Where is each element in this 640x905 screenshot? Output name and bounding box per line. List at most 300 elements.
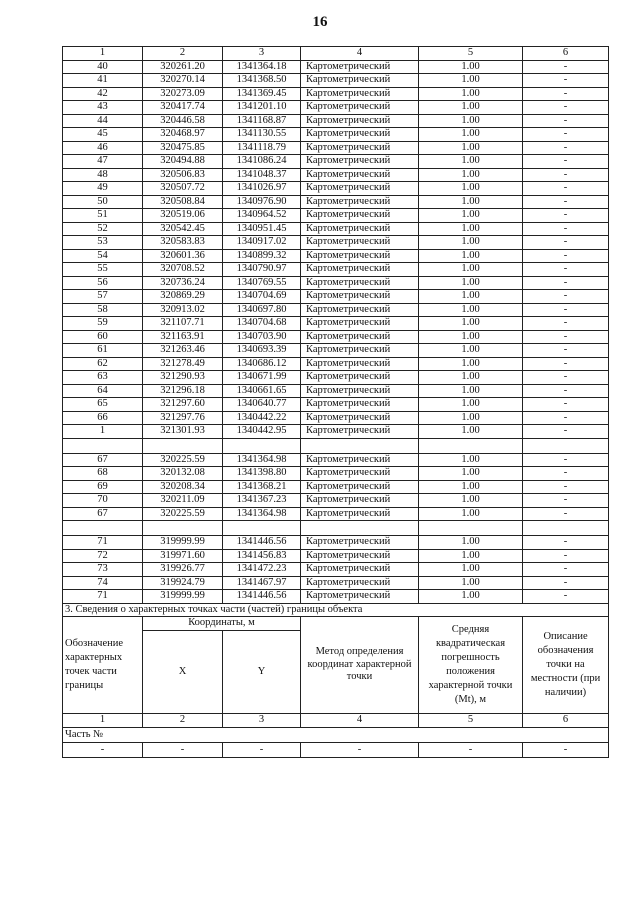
method-cell: Картометрический [301, 114, 419, 128]
accuracy-cell: 1.00 [419, 276, 523, 290]
coordinates-table [62, 46, 609, 604]
description-cell: - [523, 536, 609, 550]
point-number-cell: 73 [63, 563, 143, 577]
description-cell: - [523, 141, 609, 155]
method-cell: Картометрический [301, 195, 419, 209]
x-coordinate-cell: 320601.36 [143, 249, 223, 263]
table-row [63, 384, 609, 398]
y-coordinate-cell: 1341467.97 [223, 576, 301, 590]
description-cell: - [523, 249, 609, 263]
x-coordinate-cell: 319999.99 [143, 590, 223, 604]
table-row [63, 357, 609, 371]
column-number: 5 [419, 47, 523, 61]
accuracy-cell: 1.00 [419, 101, 523, 115]
description-cell: - [523, 236, 609, 250]
table-row [63, 101, 609, 115]
method-cell: Картометрический [301, 209, 419, 223]
empty-cell [301, 521, 419, 536]
accuracy-cell: 1.00 [419, 87, 523, 101]
x-coordinate-cell: 320261.20 [143, 60, 223, 74]
method-cell: Картометрический [301, 330, 419, 344]
description-cell: - [523, 182, 609, 196]
point-number-cell: 51 [63, 209, 143, 223]
point-number-cell: 68 [63, 467, 143, 481]
description-cell: - [523, 128, 609, 142]
x-coordinate-cell: 321301.93 [143, 425, 223, 439]
method-cell: Картометрический [301, 290, 419, 304]
description-cell: - [523, 590, 609, 604]
column-number: 2 [143, 714, 223, 728]
y-coordinate-cell: 1341369.45 [223, 87, 301, 101]
y-coordinate-cell: 1341364.18 [223, 60, 301, 74]
x-coordinate-cell: 321296.18 [143, 384, 223, 398]
point-number-cell: 66 [63, 411, 143, 425]
y-coordinate-cell: 1341472.23 [223, 563, 301, 577]
method-cell: Картометрический [301, 371, 419, 385]
table-row [63, 549, 609, 563]
accuracy-cell: 1.00 [419, 425, 523, 439]
table-row [63, 276, 609, 290]
accuracy-cell: 1.00 [419, 155, 523, 169]
x-coordinate-cell: 321107.71 [143, 317, 223, 331]
method-cell: Картометрический [301, 507, 419, 521]
empty-cell: - [419, 743, 523, 758]
empty-cell [223, 438, 301, 453]
table-row [63, 371, 609, 385]
accuracy-cell: 1.00 [419, 141, 523, 155]
method-cell: Картометрический [301, 480, 419, 494]
x-coordinate-cell: 321290.93 [143, 371, 223, 385]
x-coordinate-cell: 320583.83 [143, 236, 223, 250]
x-coordinate-cell: 320736.24 [143, 276, 223, 290]
method-header: Метод определения координат характерной точки [301, 617, 419, 714]
x-coordinate-cell: 320417.74 [143, 101, 223, 115]
description-cell: - [523, 114, 609, 128]
point-number-cell: 69 [63, 480, 143, 494]
point-number-cell: 71 [63, 536, 143, 550]
x-coordinate-cell: 320211.09 [143, 494, 223, 508]
y-coordinate-cell: 1341446.56 [223, 590, 301, 604]
point-number-cell: 60 [63, 330, 143, 344]
table-row [63, 398, 609, 412]
method-cell: Картометрический [301, 60, 419, 74]
table-row [63, 128, 609, 142]
method-cell: Картометрический [301, 74, 419, 88]
part-label: Часть № [63, 728, 609, 743]
accuracy-cell: 1.00 [419, 195, 523, 209]
empty-cell [301, 438, 419, 453]
y-coordinate-cell: 1340976.90 [223, 195, 301, 209]
table-row [63, 467, 609, 481]
point-number-cell: 41 [63, 74, 143, 88]
y-coordinate-cell: 1340686.12 [223, 357, 301, 371]
table-row [63, 263, 609, 277]
point-number-cell: 59 [63, 317, 143, 331]
x-coordinate-cell: 320507.72 [143, 182, 223, 196]
description-cell: - [523, 494, 609, 508]
table-row [63, 155, 609, 169]
description-cell: - [523, 344, 609, 358]
x-coordinate-cell: 320208.34 [143, 480, 223, 494]
method-cell: Картометрический [301, 128, 419, 142]
empty-cell: - [223, 743, 301, 758]
method-cell: Картометрический [301, 549, 419, 563]
x-coordinate-cell: 319926.77 [143, 563, 223, 577]
accuracy-cell: 1.00 [419, 128, 523, 142]
y-coordinate-cell: 1340640.77 [223, 398, 301, 412]
point-number-cell: 46 [63, 141, 143, 155]
point-number-cell: 50 [63, 195, 143, 209]
x-coordinate-cell: 320506.83 [143, 168, 223, 182]
method-cell: Картометрический [301, 168, 419, 182]
empty-cell [523, 438, 609, 453]
empty-cell: - [63, 743, 143, 758]
y-coordinate-cell: 1340661.65 [223, 384, 301, 398]
table-row [63, 74, 609, 88]
column-number-row [63, 47, 609, 61]
description-cell: - [523, 411, 609, 425]
description-cell: - [523, 453, 609, 467]
point-number-cell: 54 [63, 249, 143, 263]
accuracy-cell: 1.00 [419, 182, 523, 196]
method-cell: Картометрический [301, 141, 419, 155]
y-coordinate-cell: 1340697.80 [223, 303, 301, 317]
description-cell: - [523, 276, 609, 290]
accuracy-cell: 1.00 [419, 236, 523, 250]
x-coordinate-cell: 321263.46 [143, 344, 223, 358]
point-number-cell: 71 [63, 590, 143, 604]
description-cell: - [523, 425, 609, 439]
y-coordinate-cell: 1341201.10 [223, 101, 301, 115]
x-coordinate-cell: 320542.45 [143, 222, 223, 236]
accuracy-cell: 1.00 [419, 114, 523, 128]
description-cell: - [523, 195, 609, 209]
table-row [63, 195, 609, 209]
x-coordinate-cell: 319999.99 [143, 536, 223, 550]
description-cell: - [523, 168, 609, 182]
table-row [63, 290, 609, 304]
accuracy-cell: 1.00 [419, 398, 523, 412]
point-number-cell: 42 [63, 87, 143, 101]
method-cell: Картометрический [301, 87, 419, 101]
accuracy-cell: 1.00 [419, 549, 523, 563]
y-coordinate-cell: 1341118.79 [223, 141, 301, 155]
point-number-cell: 62 [63, 357, 143, 371]
column-number: 5 [419, 714, 523, 728]
column-number: 3 [223, 714, 301, 728]
point-number-cell: 53 [63, 236, 143, 250]
accuracy-cell: 1.00 [419, 357, 523, 371]
method-cell: Картометрический [301, 263, 419, 277]
y-coordinate-cell: 1340693.39 [223, 344, 301, 358]
description-cell: - [523, 330, 609, 344]
empty-cell [143, 521, 223, 536]
table-row [63, 536, 609, 550]
accuracy-cell: 1.00 [419, 168, 523, 182]
point-number-cell: 55 [63, 263, 143, 277]
method-cell: Картометрический [301, 576, 419, 590]
point-number-cell: 43 [63, 101, 143, 115]
y-coordinate-cell: 1341367.23 [223, 494, 301, 508]
column-number: 2 [143, 47, 223, 61]
empty-cell [63, 438, 143, 453]
document-body [62, 46, 608, 758]
x-coordinate-cell: 320913.02 [143, 303, 223, 317]
empty-cell [419, 438, 523, 453]
accuracy-cell: 1.00 [419, 371, 523, 385]
method-cell: Картометрический [301, 425, 419, 439]
section3-number-row [63, 714, 609, 728]
point-number-cell: 47 [63, 155, 143, 169]
empty-cell: - [143, 743, 223, 758]
table-row [63, 453, 609, 467]
x-coordinate-cell: 320225.59 [143, 453, 223, 467]
x-coordinate-cell: 320273.09 [143, 87, 223, 101]
method-cell: Картометрический [301, 155, 419, 169]
method-cell: Картометрический [301, 384, 419, 398]
column-number: 3 [223, 47, 301, 61]
accuracy-cell: 1.00 [419, 411, 523, 425]
method-cell: Картометрический [301, 411, 419, 425]
accuracy-cell: 1.00 [419, 222, 523, 236]
y-coordinate-cell: 1340899.32 [223, 249, 301, 263]
separator-row [63, 521, 609, 536]
accuracy-cell: 1.00 [419, 290, 523, 304]
point-number-cell: 63 [63, 371, 143, 385]
y-coordinate-cell: 1341446.56 [223, 536, 301, 550]
x-coordinate-cell: 320225.59 [143, 507, 223, 521]
point-number-cell: 72 [63, 549, 143, 563]
table-row [63, 411, 609, 425]
accuracy-cell: 1.00 [419, 330, 523, 344]
x-coordinate-cell: 320494.88 [143, 155, 223, 169]
accuracy-cell: 1.00 [419, 467, 523, 481]
table-row [63, 141, 609, 155]
column-number: 6 [523, 47, 609, 61]
separator-row [63, 438, 609, 453]
method-cell: Картометрический [301, 236, 419, 250]
y-coordinate-cell: 1341026.97 [223, 182, 301, 196]
point-number-cell: 67 [63, 507, 143, 521]
x-coordinate-cell: 321297.76 [143, 411, 223, 425]
table-row [63, 576, 609, 590]
method-cell: Картометрический [301, 536, 419, 550]
point-number-cell: 64 [63, 384, 143, 398]
method-cell: Картометрический [301, 303, 419, 317]
y-coordinate-cell: 1340790.97 [223, 263, 301, 277]
x-coordinate-cell: 320869.29 [143, 290, 223, 304]
empty-part-row [63, 743, 609, 758]
description-cell: - [523, 303, 609, 317]
y-coordinate-cell: 1340951.45 [223, 222, 301, 236]
x-coordinate-cell: 320132.08 [143, 467, 223, 481]
table-row [63, 317, 609, 331]
point-number-cell: 74 [63, 576, 143, 590]
empty-cell [419, 521, 523, 536]
x-header: X [143, 631, 223, 714]
accuracy-cell: 1.00 [419, 317, 523, 331]
description-cell: - [523, 155, 609, 169]
description-cell: - [523, 357, 609, 371]
table-row [63, 222, 609, 236]
description-cell: - [523, 507, 609, 521]
x-coordinate-cell: 320270.14 [143, 74, 223, 88]
description-cell: - [523, 222, 609, 236]
description-cell: - [523, 384, 609, 398]
method-cell: Картометрический [301, 357, 419, 371]
description-cell: - [523, 74, 609, 88]
description-cell: - [523, 60, 609, 74]
table-row [63, 344, 609, 358]
table-row [63, 330, 609, 344]
accuracy-header: Средняя квадратическая погрешность положения характерной точки (Mt), м [419, 617, 523, 714]
y-header: Y [223, 631, 301, 714]
y-coordinate-cell: 1341086.24 [223, 155, 301, 169]
accuracy-cell: 1.00 [419, 249, 523, 263]
point-number-cell: 65 [63, 398, 143, 412]
description-cell: - [523, 480, 609, 494]
accuracy-cell: 1.00 [419, 480, 523, 494]
accuracy-cell: 1.00 [419, 384, 523, 398]
section3-title: 3. Сведения о характерных точках части (частей) границы объекта [63, 604, 609, 617]
description-header: Описание обозначения точки на местности (при наличии) [523, 617, 609, 714]
description-cell: - [523, 101, 609, 115]
x-coordinate-cell: 320708.52 [143, 263, 223, 277]
y-coordinate-cell: 1340703.90 [223, 330, 301, 344]
description-cell: - [523, 209, 609, 223]
coordinates-table-body [63, 47, 609, 604]
table-row [63, 168, 609, 182]
table-row [63, 590, 609, 604]
page-number: 16 [312, 14, 328, 30]
y-coordinate-cell: 1340917.02 [223, 236, 301, 250]
description-cell: - [523, 317, 609, 331]
accuracy-cell: 1.00 [419, 536, 523, 550]
accuracy-cell: 1.00 [419, 303, 523, 317]
coordinates-header: Координаты, м [143, 617, 301, 631]
x-coordinate-cell: 320468.97 [143, 128, 223, 142]
x-coordinate-cell: 319971.60 [143, 549, 223, 563]
table-row [63, 249, 609, 263]
accuracy-cell: 1.00 [419, 263, 523, 277]
point-number-cell: 52 [63, 222, 143, 236]
description-cell: - [523, 467, 609, 481]
x-coordinate-cell: 320519.06 [143, 209, 223, 223]
method-cell: Картометрический [301, 182, 419, 196]
table-row [63, 114, 609, 128]
empty-cell [63, 521, 143, 536]
column-number: 4 [301, 714, 419, 728]
table-row [63, 87, 609, 101]
accuracy-cell: 1.00 [419, 563, 523, 577]
point-number-cell: 45 [63, 128, 143, 142]
accuracy-cell: 1.00 [419, 60, 523, 74]
y-coordinate-cell: 1341368.21 [223, 480, 301, 494]
table-row [63, 507, 609, 521]
table-row [63, 303, 609, 317]
y-coordinate-cell: 1340704.68 [223, 317, 301, 331]
table-row [63, 494, 609, 508]
table-row [63, 480, 609, 494]
point-number-cell: 40 [63, 60, 143, 74]
y-coordinate-cell: 1341364.98 [223, 507, 301, 521]
table-row [63, 209, 609, 223]
y-coordinate-cell: 1341456.83 [223, 549, 301, 563]
x-coordinate-cell: 319924.79 [143, 576, 223, 590]
point-number-cell: 61 [63, 344, 143, 358]
y-coordinate-cell: 1340704.69 [223, 290, 301, 304]
accuracy-cell: 1.00 [419, 344, 523, 358]
method-cell: Картометрический [301, 453, 419, 467]
table-row [63, 236, 609, 250]
description-cell: - [523, 87, 609, 101]
y-coordinate-cell: 1340964.52 [223, 209, 301, 223]
description-cell: - [523, 371, 609, 385]
y-coordinate-cell: 1341048.37 [223, 168, 301, 182]
description-cell: - [523, 563, 609, 577]
point-number-cell: 1 [63, 425, 143, 439]
y-coordinate-cell: 1341130.55 [223, 128, 301, 142]
table-row [63, 425, 609, 439]
empty-cell [523, 521, 609, 536]
x-coordinate-cell: 320475.85 [143, 141, 223, 155]
method-cell: Картометрический [301, 494, 419, 508]
description-cell: - [523, 263, 609, 277]
x-coordinate-cell: 321297.60 [143, 398, 223, 412]
method-cell: Картометрический [301, 467, 419, 481]
point-number-cell: 49 [63, 182, 143, 196]
method-cell: Картометрический [301, 398, 419, 412]
empty-cell: - [523, 743, 609, 758]
y-coordinate-cell: 1341168.87 [223, 114, 301, 128]
description-cell: - [523, 290, 609, 304]
method-cell: Картометрический [301, 249, 419, 263]
y-coordinate-cell: 1341398.80 [223, 467, 301, 481]
column-number: 1 [63, 47, 143, 61]
column-number: 4 [301, 47, 419, 61]
point-number-cell: 58 [63, 303, 143, 317]
point-number-cell: 57 [63, 290, 143, 304]
section3-table [62, 604, 609, 759]
empty-cell [223, 521, 301, 536]
point-number-cell: 70 [63, 494, 143, 508]
accuracy-cell: 1.00 [419, 590, 523, 604]
description-cell: - [523, 549, 609, 563]
method-cell: Картометрический [301, 222, 419, 236]
accuracy-cell: 1.00 [419, 576, 523, 590]
point-label-header: Обозначение характерных точек части границы [63, 617, 143, 714]
y-coordinate-cell: 1340769.55 [223, 276, 301, 290]
column-number: 1 [63, 714, 143, 728]
table-row [63, 182, 609, 196]
method-cell: Картометрический [301, 563, 419, 577]
accuracy-cell: 1.00 [419, 453, 523, 467]
description-cell: - [523, 576, 609, 590]
x-coordinate-cell: 321278.49 [143, 357, 223, 371]
x-coordinate-cell: 321163.91 [143, 330, 223, 344]
y-coordinate-cell: 1340442.22 [223, 411, 301, 425]
point-number-cell: 67 [63, 453, 143, 467]
y-coordinate-cell: 1340671.99 [223, 371, 301, 385]
description-cell: - [523, 398, 609, 412]
point-number-cell: 56 [63, 276, 143, 290]
x-coordinate-cell: 320446.58 [143, 114, 223, 128]
table-row [63, 563, 609, 577]
point-number-cell: 48 [63, 168, 143, 182]
empty-cell: - [301, 743, 419, 758]
y-coordinate-cell: 1340442.95 [223, 425, 301, 439]
method-cell: Картометрический [301, 317, 419, 331]
